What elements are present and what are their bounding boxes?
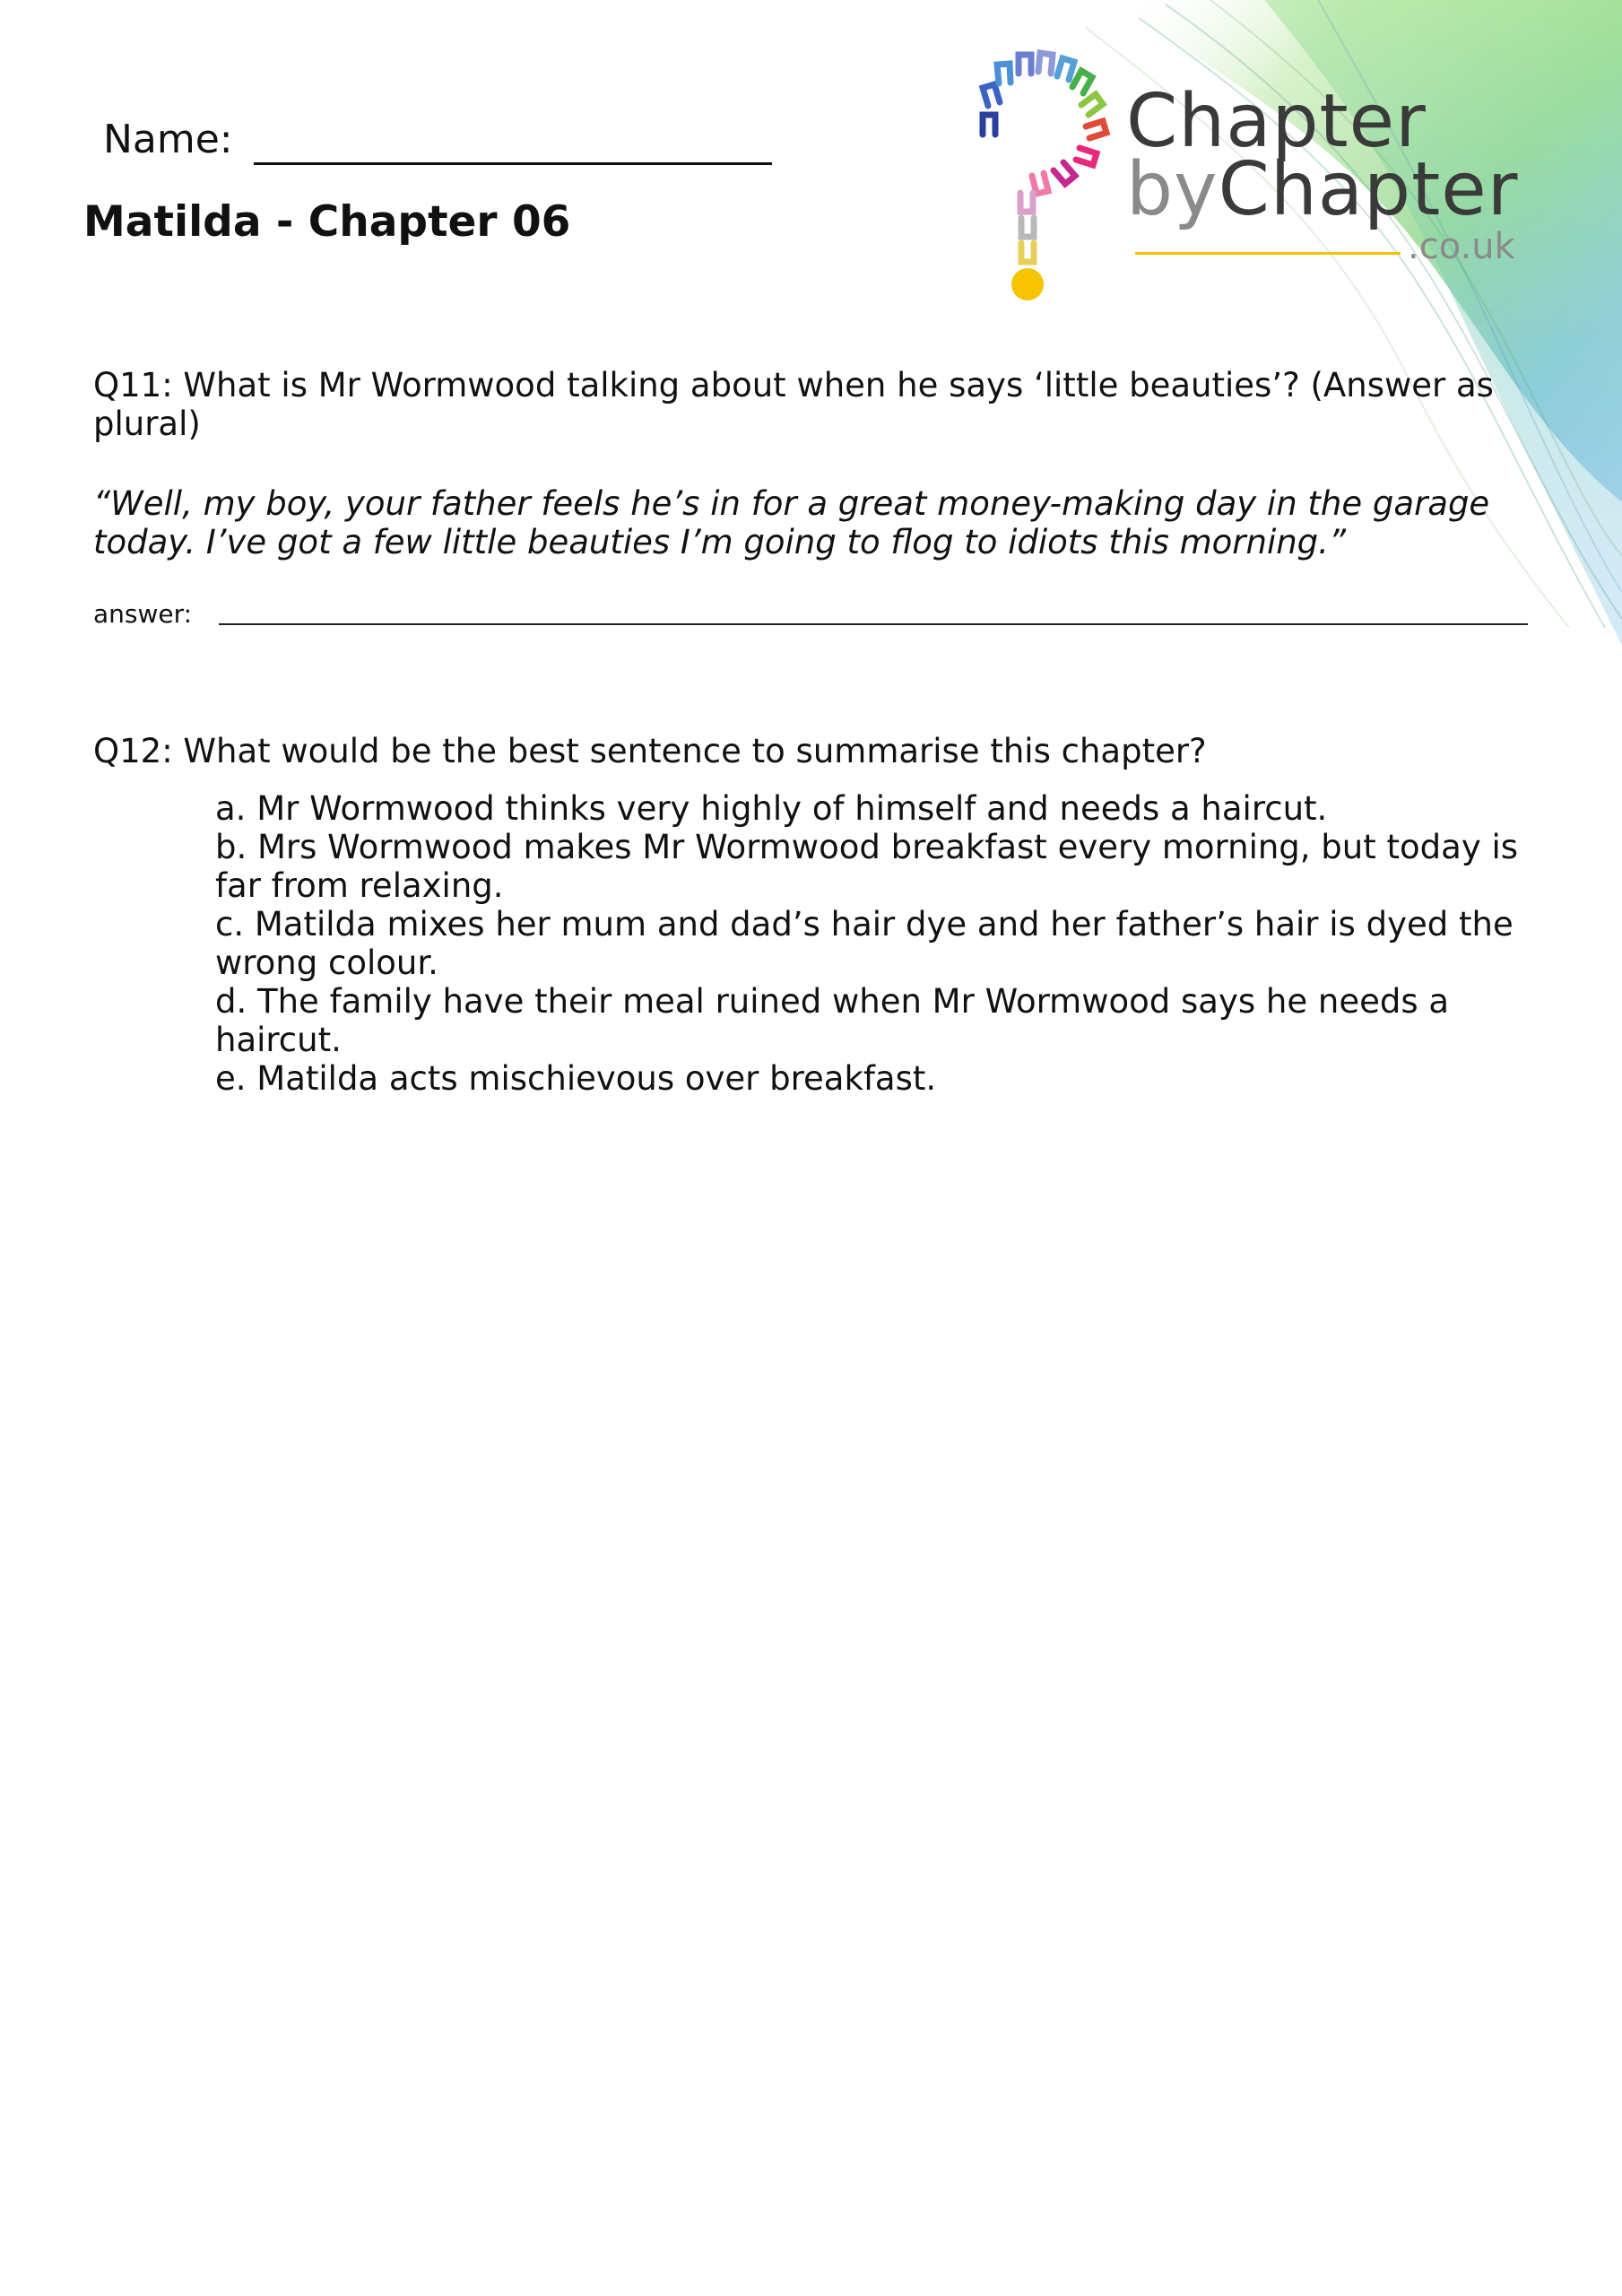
logo-text-by: by xyxy=(1126,147,1219,232)
name-field-row xyxy=(103,115,776,169)
question-12-options xyxy=(215,789,1524,1098)
answer-label: answer: xyxy=(93,599,193,629)
question-12: Q12: What would be the best sentence to summarise this chapter? xyxy=(93,732,1207,770)
option-b[interactable]: b. Mrs Wormwood makes Mr Wormwood breakfast every morning, but today is far from relaxing. xyxy=(215,828,1519,905)
logo-underline xyxy=(1135,252,1401,255)
worksheet-title: Matilda - Chapter 06 xyxy=(83,197,571,247)
option-a[interactable]: a. Mr Wormwood thinks very highly of himself and needs a haircut. xyxy=(215,789,1328,828)
answer-write-line[interactable] xyxy=(219,623,1528,625)
option-c[interactable]: c. Matilda mixes her mum and dad’s hair dye and her father’s hair is dyed the wrong colour. xyxy=(215,905,1514,982)
logo-domain: .co.uk xyxy=(1408,226,1515,267)
option-e[interactable]: e. Matilda acts mischievous over breakfast. xyxy=(215,1059,937,1098)
logo-text-chapter-2: Chapter xyxy=(1218,147,1519,232)
answer-row xyxy=(93,599,1532,635)
question-mark-books-icon xyxy=(967,49,1123,318)
name-write-line[interactable] xyxy=(254,162,772,165)
question-11-quote: “Well, my boy, your father feels he’s in for a great money-making day in the garage today. I’ve got a few little beauties I’m going to flog to idiots this morning.” xyxy=(93,484,1490,561)
logo-text-by-chapter xyxy=(1126,147,1519,232)
logo-text-chapter: Chapter xyxy=(1126,79,1427,164)
option-d[interactable]: d. The family have their meal ruined when Mr Wormwood says he needs a haircut. xyxy=(215,982,1450,1059)
name-label: Name: xyxy=(103,117,233,162)
question-11: Q11: What is Mr Wormwood talking about when he says ‘little beauties’? (Answer as plural) xyxy=(93,366,1494,443)
chapter-by-chapter-logo xyxy=(967,49,1540,318)
